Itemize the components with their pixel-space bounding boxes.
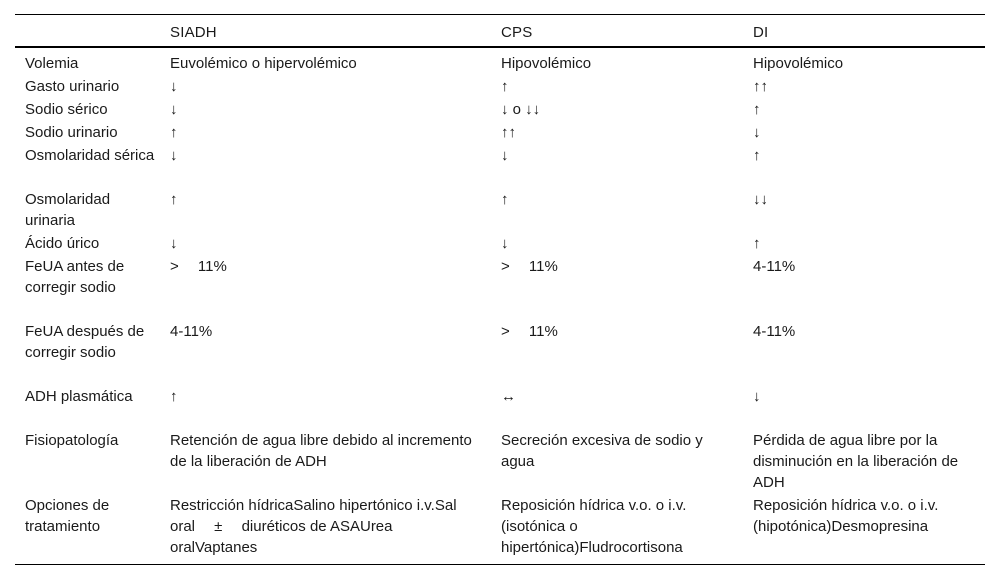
di-cell: ↑↑ xyxy=(753,78,768,95)
table-row xyxy=(15,76,985,99)
row-label: FeUA antes de corregir sodio xyxy=(25,258,125,296)
cps-cell: Hipovolémico xyxy=(501,55,592,72)
comparison-table xyxy=(15,14,985,560)
table-header xyxy=(15,14,985,48)
di-cell: ↑ xyxy=(753,101,761,118)
row-label: ADH plasmática xyxy=(25,388,133,405)
siadh-cell: ↓ xyxy=(170,147,178,164)
siadh-cell: ↑ xyxy=(170,388,178,405)
di-cell: 4-11% xyxy=(753,323,796,340)
table-row xyxy=(15,99,985,122)
di-cell: 4-11% xyxy=(753,258,796,275)
di-cell: Hipovolémico xyxy=(753,55,844,72)
table-row xyxy=(15,233,985,256)
di-cell: ↓↓ xyxy=(753,191,768,208)
di-cell: ↑ xyxy=(753,235,761,252)
di-cell: ↑ xyxy=(753,147,761,164)
table-row xyxy=(15,122,985,145)
row-label: Osmolaridad urinaria xyxy=(25,191,111,229)
row-label: Sodio urinario xyxy=(25,124,118,141)
siadh-cell: ↑ xyxy=(170,191,178,208)
cps-cell: ↑↑ xyxy=(501,124,516,141)
table-row xyxy=(15,495,985,560)
table-row xyxy=(15,256,985,321)
cps-cell: ↓ xyxy=(501,147,509,164)
row-label: Osmolaridad sérica xyxy=(25,147,155,164)
table-body xyxy=(15,53,985,560)
row-label: Sodio sérico xyxy=(25,101,108,118)
di-cell: ↓ xyxy=(753,388,761,405)
cps-cell: > 11% xyxy=(501,258,558,275)
header-cell-cps: CPS xyxy=(501,24,533,41)
di-cell: Reposición hídrica v.o. o i.v. (hipotónica)Desmopresina xyxy=(753,497,939,535)
table-row xyxy=(15,145,985,189)
table-row xyxy=(15,189,985,233)
header-cell-siadh: SIADH xyxy=(170,24,217,41)
row-label: Fisiopatología xyxy=(25,432,119,449)
cps-cell: ↓ xyxy=(501,235,509,252)
siadh-cell: > 11% xyxy=(170,258,227,275)
row-label: FeUA después de corregir sodio xyxy=(25,323,145,361)
row-label: Ácido úrico xyxy=(25,235,100,252)
siadh-cell: 4-11% xyxy=(170,323,213,340)
cps-cell: > 11% xyxy=(501,323,558,340)
cps-cell: Secreción excesiva de sodio y agua xyxy=(501,432,703,470)
cps-cell: ↑ xyxy=(501,191,509,208)
table-row xyxy=(15,430,985,495)
cps-cell: Reposición hídrica v.o. o i.v. (isotónica o hipertónica)Fludrocortisona xyxy=(501,497,687,556)
table-bottom-rule xyxy=(15,564,985,565)
siadh-cell: ↑ xyxy=(170,124,178,141)
table-row xyxy=(15,321,985,386)
row-label: Volemia xyxy=(25,55,79,72)
siadh-cell: Restricción hídricaSalino hipertónico i.v.Sal oral ± diuréticos de ASAUrea oralVaptanes xyxy=(170,497,457,556)
table-row xyxy=(15,53,985,76)
row-label: Gasto urinario xyxy=(25,78,120,95)
siadh-cell: Euvolémico o hipervolémico xyxy=(170,55,357,72)
siadh-cell: ↓ xyxy=(170,78,178,95)
siadh-cell: Retención de agua libre debido al incremento de la liberación de ADH xyxy=(170,432,472,470)
row-label: Opciones de tratamiento xyxy=(25,497,110,535)
siadh-cell: ↓ xyxy=(170,101,178,118)
cps-cell: ↓ o ↓↓ xyxy=(501,101,541,118)
di-cell: Pérdida de agua libre por la disminución en la liberación de ADH xyxy=(753,432,959,491)
cps-cell: ↔ xyxy=(501,388,516,405)
table-row xyxy=(15,386,985,430)
header-cell-di: DI xyxy=(753,24,769,41)
siadh-cell: ↓ xyxy=(170,235,178,252)
di-cell: ↓ xyxy=(753,124,761,141)
cps-cell: ↑ xyxy=(501,78,509,95)
